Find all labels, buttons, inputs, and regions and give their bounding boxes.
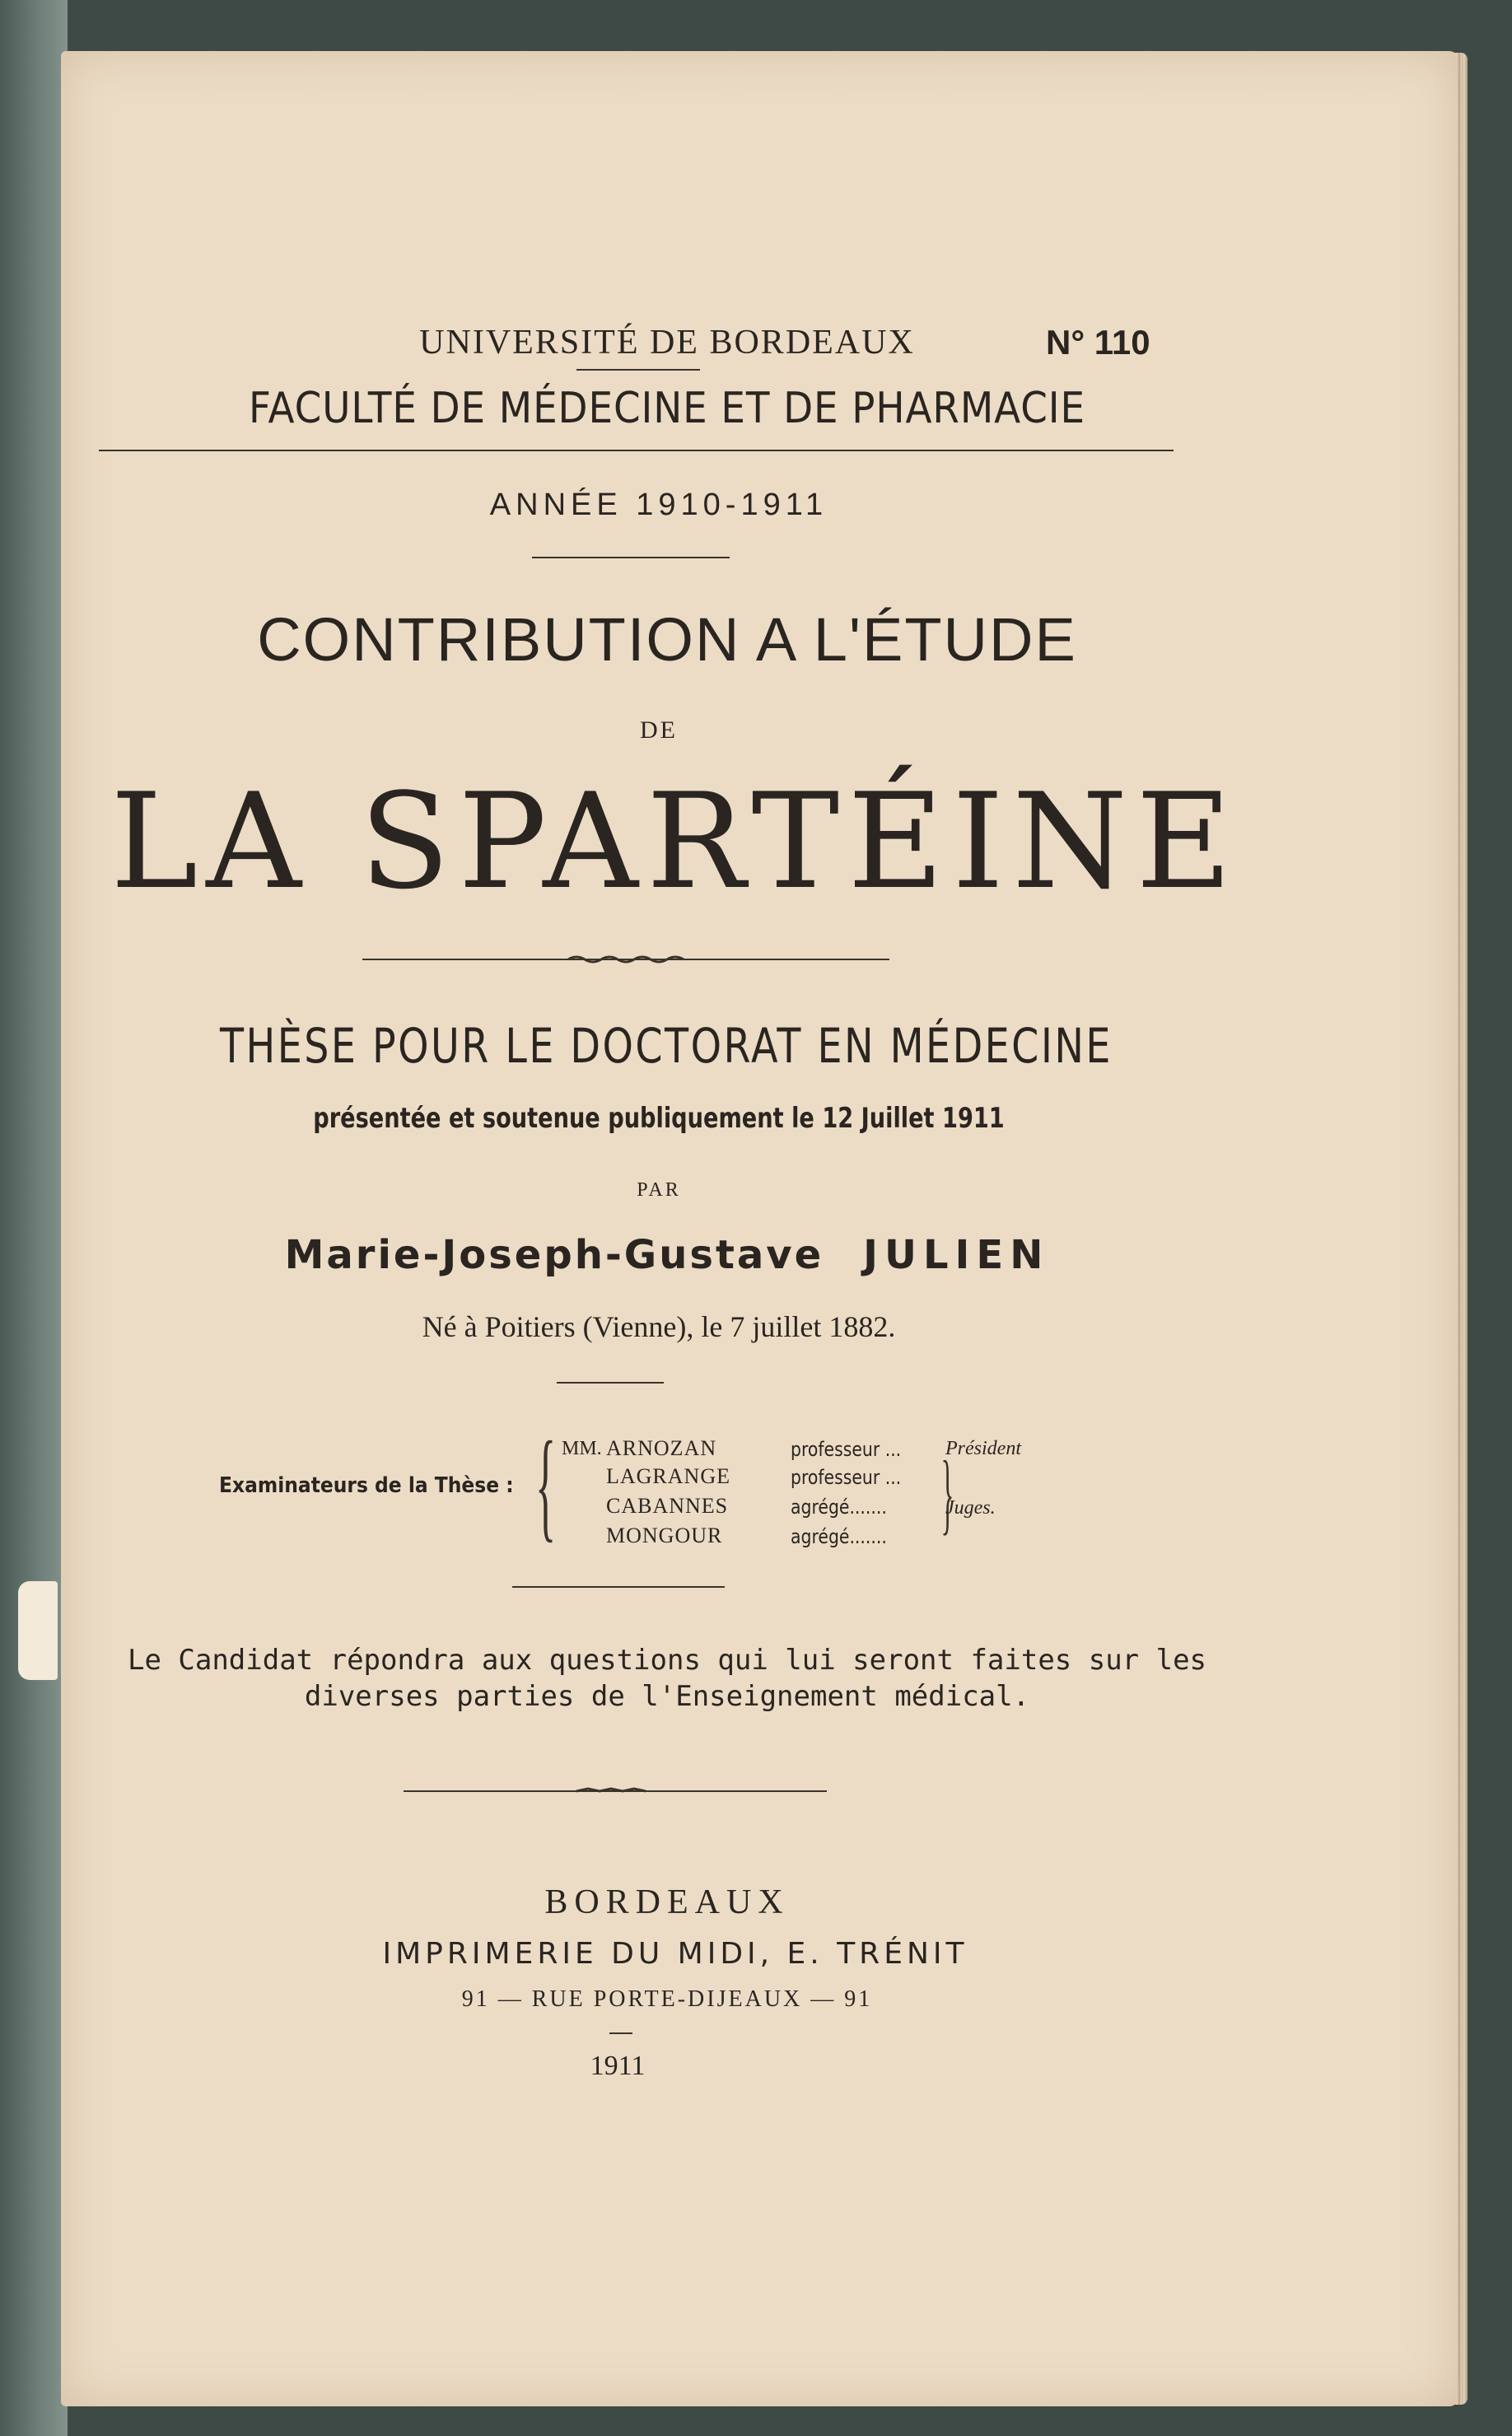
by-label: PAR	[637, 1179, 681, 1201]
imprint-address: 91 — RUE PORTE-DIJEAUX — 91	[461, 1986, 873, 2012]
ornament-rule	[362, 955, 889, 964]
presentation-date: présentée et soutenue publiquement le 12 Juillet 1911	[313, 1102, 1005, 1135]
title-line-1: CONTRIBUTION A L'ÉTUDE	[257, 605, 1077, 674]
notice-line-2: diverses parties de l'Enseignement médical.	[304, 1680, 1030, 1713]
judges-label: Juges.	[945, 1497, 996, 1519]
examiners-brace: {	[535, 1416, 557, 1553]
title-line-2: DE	[640, 716, 678, 744]
author-name	[91, 1232, 1244, 1278]
examiners-prefix: MM.	[562, 1438, 602, 1459]
binding-spine	[0, 0, 68, 2436]
president-label: Président	[945, 1438, 1021, 1459]
rule-under-year	[532, 557, 730, 558]
academic-year: ANNÉE 1910-1911	[489, 488, 828, 522]
university-name: UNIVERSITÉ DE BORDEAUX	[419, 324, 915, 362]
judges-brace: {	[940, 1453, 954, 1553]
main-title: LA SPARTÉINE	[110, 764, 1240, 918]
examiner-role: professeur ...	[791, 1466, 902, 1489]
ornament-rule-2	[404, 1787, 827, 1795]
notice-line-1: Le Candidat répondra aux questions qui lui seront faites sur les	[127, 1644, 1207, 1677]
paper-tab	[18, 1581, 58, 1680]
examiners-label: Examinateurs de la Thèse :	[219, 1473, 514, 1498]
examiner-name: MONGOUR	[606, 1524, 723, 1547]
header-rule	[99, 450, 1174, 451]
examiner-role: agrégé.......	[791, 1525, 887, 1548]
examiner-role: professeur ...	[791, 1438, 902, 1461]
thesis-number: N° 110	[1046, 323, 1150, 362]
rule-under-address	[609, 2032, 632, 2034]
rule-under-university	[576, 369, 700, 371]
author-birth: Né à Poitiers (Vienne), le 7 juillet 1882.	[422, 1310, 896, 1343]
faculty-name: FACULTÉ DE MÉDECINE ET DE PHARMACIE	[249, 384, 1085, 433]
author-surname: JULIEN	[863, 1232, 1050, 1278]
candidate-notice	[91, 1642, 1244, 1715]
imprint-city: BORDEAUX	[544, 1883, 790, 1921]
imprint-printer: IMPRIMERIE DU MIDI, E. TRÉNIT	[382, 1937, 968, 1971]
examiner-name: ARNOZAN	[606, 1436, 717, 1460]
thesis-type: THÈSE POUR LE DOCTORAT EN MÉDECINE	[220, 1018, 1113, 1074]
rule-under-examiners	[512, 1586, 725, 1588]
author-given-names: Marie-Joseph-Gustave	[284, 1232, 824, 1278]
examiner-role: agrégé.......	[791, 1496, 887, 1519]
publication-year: 1911	[590, 2051, 646, 2081]
rule-under-birth	[557, 1382, 664, 1384]
examiner-name: CABANNES	[606, 1494, 729, 1518]
examiner-name: LAGRANGE	[606, 1464, 730, 1488]
